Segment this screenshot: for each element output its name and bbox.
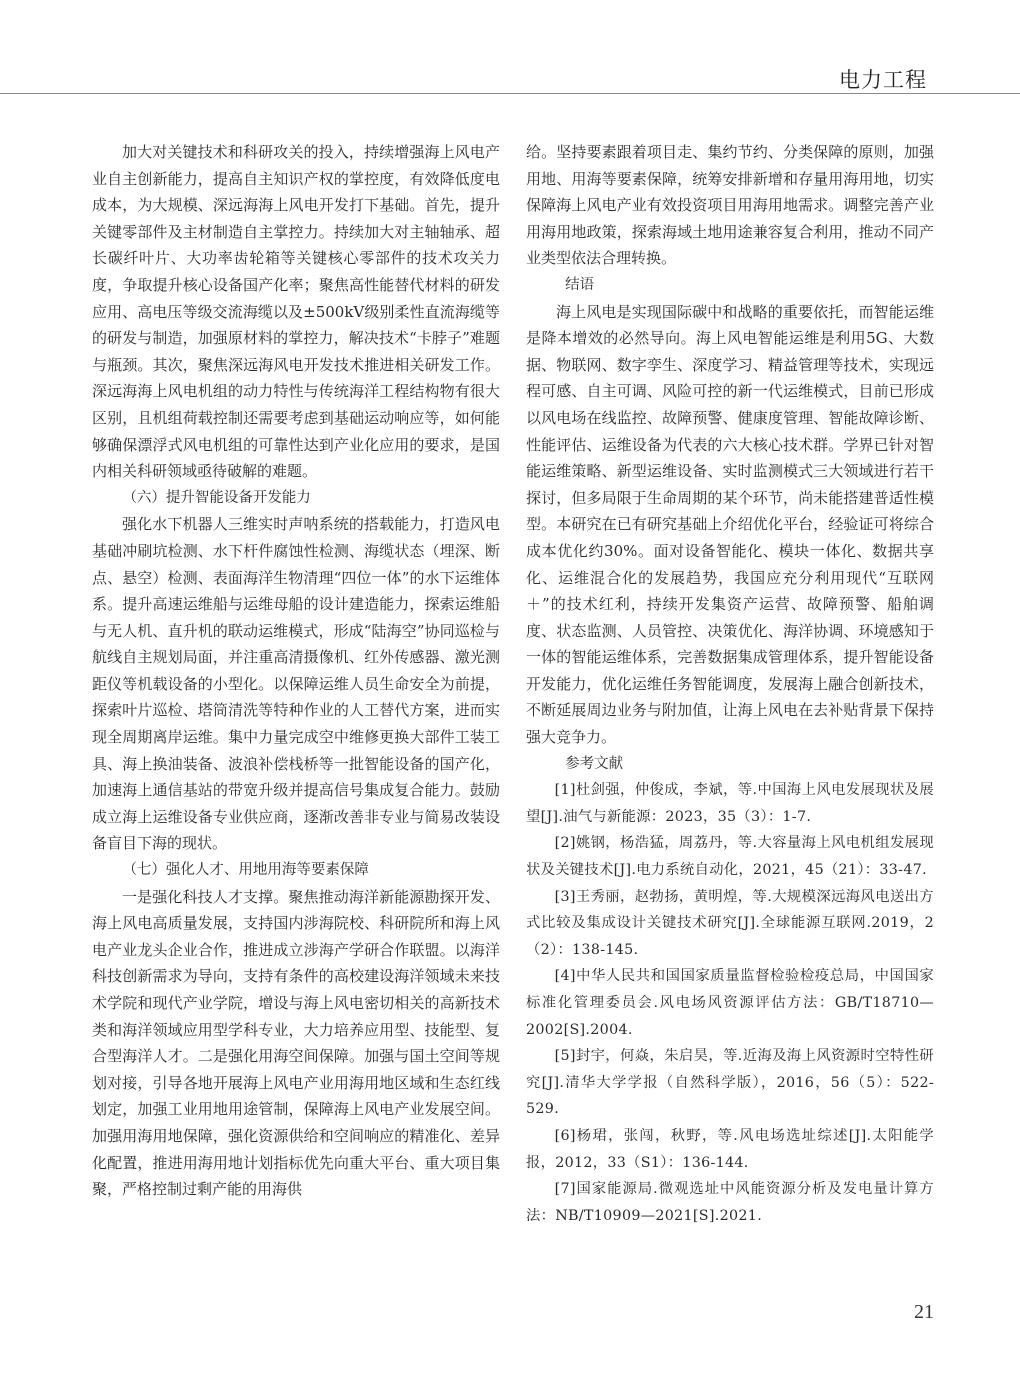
reference-item: [3]王秀丽，赵勃扬，黄明煌，等.大规模深远海风电送出方式比较及集成设计关键技术研究[J].全球能源互联网.2019，2（2）：138-145. [526, 888, 934, 958]
reference-item: [5]封宇，何焱，朱启昊，等.近海及海上风资源时空特性研究[J].清华大学学报（自然科学版），2016，56（5）：522-529. [526, 1048, 934, 1118]
body-paragraph: 加大对关键技术和科研攻关的投入，持续增强海上风电产业自主创新能力，提高自主知识产权的掌控度，有效降低度电成本，为大规模、深远海海上风电开发打下基础。首先，提升关键零部件及主材制造自主掌控力。持续加大对主轴轴承、超长碳纤叶片、大功率齿轮箱等关键核心零部件的技术攻关力度，争取提升核心设备国产化率；聚焦高性能替代材料的研发应用、高电压等级交流海缆以及±500kV级别柔性直流海缆等的研发与制造，加强原材料的掌控力，解决技术“卡脖子”难题与瓶颈。其次，聚焦深远海风电开发技术推进相关研发工作。深远海海上风电机组的动力特性与传统海洋工程结构物有很大区别，且机组荷载控制还需要考虑到基础运动响应等，如何能够确保漂浮式风电机组的可靠性达到产业化应用的要求，是国内相关科研领域亟待破解的难题。 [92, 143, 500, 481]
journal-title: 电力工程 [839, 68, 927, 92]
body-paragraph: 强化水下机器人三维实时声呐系统的搭载能力，打造风电基础冲刷坑检测、水下杆件腐蚀性检测、海缆状态（埋深、断点、悬空）检测、表面海洋生物清理“四位一体”的水下运维体系。提升高速运维船与运维母船的设计建造能力，探索运维船与无人机、直升机的联动运维模式，形成“陆海空”协同巡检与航线自主规划局面，并注重高清摄像机、红外传感器、激光测距仪等机载设备的小型化。以保障运维人员生命安全为前提，探索叶片巡检、塔筒清洗等特种作业的人工替代方案，进而实现全周期离岸运维。集中力量完成空中维修更换大部件工装工具、海上换油装备、波浪补偿栈桥等一批智能设备的国产化，加速海上通信基站的带宽升级并提高信号集成复合能力。鼓励成立海上运维设备专业供应商，逐渐改善非专业与简易改装设备盲目下海的现状。 [92, 515, 500, 853]
left-column [92, 139, 500, 1203]
reference-item: [7]国家能源局.微观选址中风能资源分析及发电量计算方法：NB/T10909—2021[S].2021. [526, 1181, 934, 1224]
right-column [526, 139, 934, 1229]
header-divider [0, 93, 1020, 94]
body-paragraph: 一是强化科技人才支撑。聚焦推动海洋新能源勘探开发、海上风电高质量发展，支持国内涉海院校、科研院所和海上风电产业龙头企业合作，推进成立涉海产学研合作联盟。以海洋科技创新需求为导向，支持有条件的高校建设海洋领域未来技术学院和现代产业学院，增设与海上风电密切相关的高新技术类和海洋领域应用型学科专业，大力培养应用型、技能型、复合型海洋人才。二是强化用海空间保障。加强与国土空间等规划对接，引导各地开展海上风电产业用海用地区域和生态红线划定，加强工业用地用途管制，保障海上风电产业发展空间。加强用海用地保障，强化资源供给和空间响应的精准化、差异化配置，推进用海用地计划指标优先向重大平台、重大项目集聚，严格控制过剩产能的用海供 [92, 887, 500, 1199]
reference-item: [2]姚钢，杨浩猛，周荔丹，等.大容量海上风电机组发展现状及关键技术[J].电力系统自动化，2021，45（21）：33-47. [526, 835, 934, 879]
body-paragraph-continued: 给。坚持要素跟着项目走、集约节约、分类保障的原则，加强用地、用海等要素保障，统筹安排新增和存量用海用地，切实保障海上风电产业有效投资项目用海用地需求。调整完善产业用海用地政策，探索海域土地用途兼容复合利用，推动不同产业类型依法合理转换。 [526, 143, 934, 268]
page-number: 21 [914, 1301, 934, 1323]
conclusion-paragraph: 海上风电是实现国际碳中和战略的重要依托，而智能运维是降本增效的必然导向。海上风电智能运维是利用5G、大数据、物联网、数字孪生、深度学习、精益管理等技术，实现远程可感、自主可调、风险可控的新一代运维模式，目前已形成以风电场在线监控、故障预警、健康度管理、智能故障诊断、性能评估、运维设备为代表的六大核心技术群。学界已针对智能运维策略、新型运维设备、实时监测模式三大领域进行若干探讨，但多局限于生命周期的某个环节，尚未能搭建普适性模型。本研究在已有研究基础上介绍优化平台，经验证可将综合成本优化约30%。面对设备智能化、模块一体化、数据共享化、运维混合化的发展趋势，我国应充分利用现代“互联网＋”的技术红利，持续开发集资产运营、故障预警、船舶调度、状态监测、人员管控、决策优化、海洋协调、环境感知于一体的智能运维体系，完善数据集成管理体系，提升智能设备开发能力，优化运维任务智能调度，发展海上融合创新技术，不断延展周边业务与附加值，让海上风电在去补贴背景下保持强大竞争力。 [526, 302, 934, 747]
reference-item: [6]杨珺，张闯，秋野，等.风电场选址综述[J].太阳能学报，2012，33（S1）：136-144. [526, 1127, 934, 1171]
section-heading-6: （六）提升智能设备开发能力 [122, 489, 311, 506]
references-heading: 参考文献 [565, 755, 624, 772]
reference-item: [4]中华人民共和国国家质量监督检验检疫总局，中国国家标准化管理委员会.风电场风资源评估方法：GB/T18710—2002[S].2004. [526, 968, 934, 1038]
conclusion-heading: 结语 [565, 276, 595, 293]
section-heading-7: （七）强化人才、用地用海等要素保障 [122, 862, 369, 879]
reference-item: [1]杜剑强，仲俊成，李斌，等.中国海上风电发展现状及展望[J].油气与新能源：2023，35（3）：1-7. [526, 782, 934, 825]
